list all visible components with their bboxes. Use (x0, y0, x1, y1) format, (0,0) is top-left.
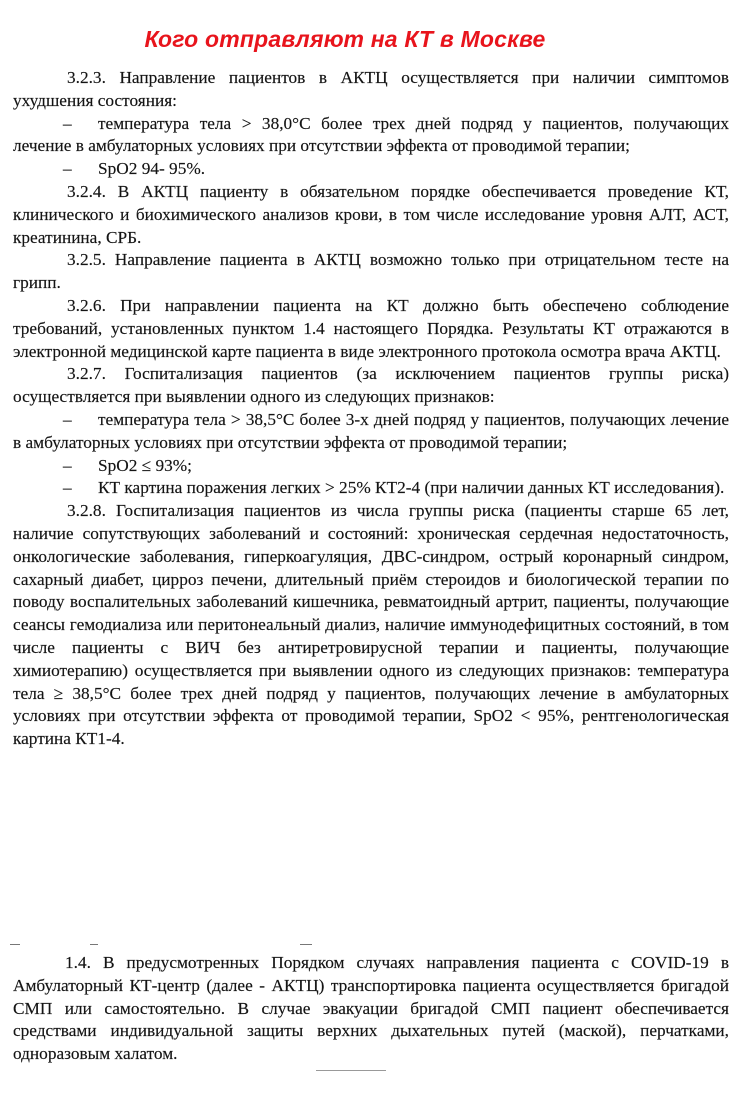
list-item-temperature-38-0 (13, 113, 729, 159)
dash-marker: – (63, 113, 72, 133)
list-item-spo2-93 (13, 455, 729, 478)
document-fragment-section-1-4 (13, 952, 729, 1066)
list-item-text: SpO2 ≤ 93%; (98, 455, 192, 475)
list-item-text: SpO2 94- 95%. (98, 159, 206, 179)
list-item-temperature-38-5 (13, 409, 729, 455)
paragraph-3-2-5: 3.2.5. Направление пациента в АКТЦ возможно только при отрицательном тесте на грипп. (13, 250, 729, 293)
paragraph-3-2-3: 3.2.3. Направление пациентов в АКТЦ осуществляется при наличии симптомов ухудшения состояния: (13, 68, 729, 110)
scan-artifact-line (300, 944, 312, 945)
paragraph-3-2-7: 3.2.7. Госпитализация пациентов (за исключением пациентов группы риска) осуществляется при выявлении одного из следующих признаков: (13, 364, 729, 407)
scan-artifact-line (316, 1070, 386, 1071)
paragraph-3-2-8: 3.2.8. Госпитализация пациентов из числа группы риска (пациенты старше 65 лет, наличие сопутствующих заболеваний и состояний: хроническая сердечная недостаточность, онкологические заболевания, гиперкоагуляция, ДВС-синдром, острый коронарный синдром, сахарный диабет, цирроз печени, длительный приём стероидов и биологической терапии по поводу воспалительных заболеваний кишечника, ревматоидный артрит, пациенты, получающие сеансы гемодиализа или перитонеальный диализ, наличие иммунодефицитных состояний, в том числе пациенты с ВИЧ без антиретровирусной терапии и пациенты, получающие химиотерапию) осуществляется при выявлении одного из следующих признаков: температура тела ≥ 38,5°С более трех дней подряд у пациентов, получающих лечение в амбулаторных условиях при отсутствии эффекта от проводимой терапии, SpO2 < 95%, рентгенологическая картина КТ1-4. (13, 501, 729, 749)
list-item-ct-lung-damage (13, 477, 729, 500)
paragraph-1-4: 1.4. В предусмотренных Порядком случаях направления пациента с COVID-19 в Амбулаторный КТ-центр (далее - АКТЦ) транспортировка пациента осуществляется бригадой СМП или самостоятельно. В случае эвакуации бригадой СМП пациент обеспечивается средствами индивидуальной защиты верхних дыхательных путей (маской), перчатками, одноразовым халатом. (13, 953, 729, 1064)
scan-artifact-line (10, 944, 20, 945)
page-title: Кого отправляют на КТ в Москве (144, 26, 546, 52)
dash-marker: – (63, 409, 72, 429)
list-item-text: температура тела > 38,5°С более 3-х дней подряд у пациентов, получающих лечение в амбулаторных условиях при отсутствии эффекта от проводимой терапии; (13, 409, 729, 452)
dash-marker: – (63, 159, 72, 179)
list-item-spo2-94-95 (13, 158, 729, 181)
scan-artifact-line (90, 944, 98, 945)
dash-marker: – (63, 455, 72, 475)
list-item-text: КТ картина поражения легких > 25% КТ2-4 (при наличии данных КТ исследования). (98, 478, 725, 498)
paragraph-3-2-4: 3.2.4. В АКТЦ пациенту в обязательном порядке обеспечивается проведение КТ, клинического и биохимического анализов крови, в том числе исследование уровня АЛТ, АСТ, креатинина, СРБ. (13, 181, 729, 247)
document-fragment-section-3-2 (13, 67, 729, 751)
dash-marker: – (63, 478, 72, 498)
paragraph-3-2-6: 3.2.6. При направлении пациента на КТ должно быть обеспечено соблюдение требований, установленных пунктом 1.4 настоящего Порядка. Результаты КТ отражаются в электронной медицинской карте пациента в виде электронного протокола осмотра врача АКТЦ. (13, 295, 729, 361)
list-item-text: температура тела > 38,0°С более трех дней подряд у пациентов, получающих лечение в амбулаторных условиях при отсутствии эффекта от проводимой терапии; (13, 113, 729, 156)
